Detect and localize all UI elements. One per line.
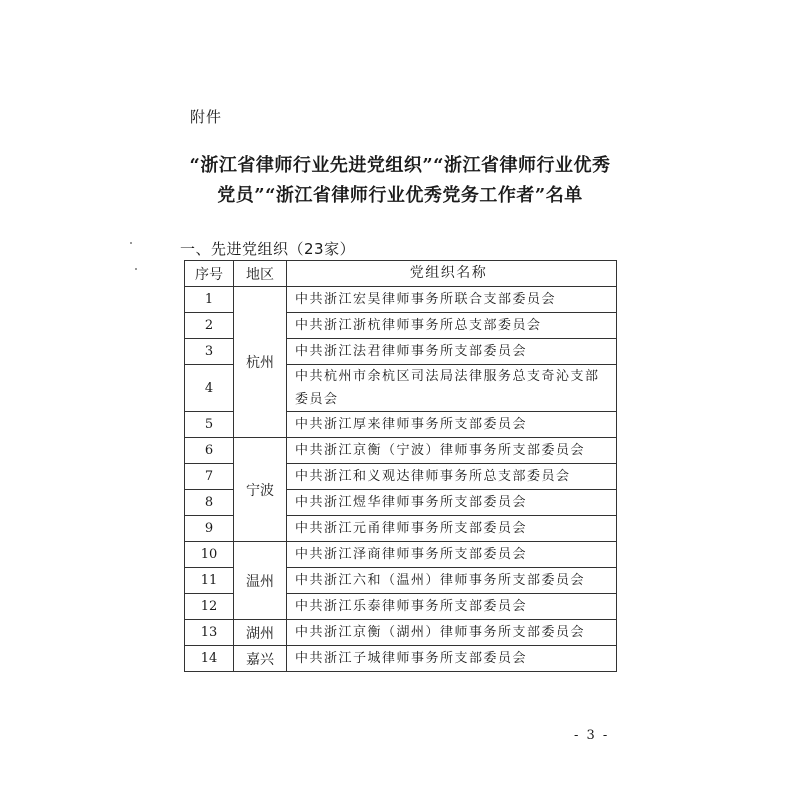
region-cell: 湖州 — [234, 620, 287, 646]
organization-name: 中共浙江京衡（湖州）律师事务所支部委员会 — [287, 620, 617, 646]
organization-name: 中共浙江浙杭律师事务所总支部委员会 — [287, 313, 617, 339]
attachment-label: 附件 — [190, 108, 223, 126]
column-header-name: 党组织名称 — [287, 261, 617, 287]
row-number: 1 — [185, 287, 234, 313]
organization-name: 中共浙江子城律师事务所支部委员会 — [287, 646, 617, 672]
row-number: 10 — [185, 542, 234, 568]
section-heading: 一、先进党组织（23家） — [180, 240, 356, 258]
column-header-region: 地区 — [234, 261, 287, 287]
organization-name: 中共浙江元甬律师事务所支部委员会 — [287, 516, 617, 542]
row-number: 9 — [185, 516, 234, 542]
party-organization-table — [184, 260, 617, 672]
organization-name: 中共浙江煜华律师事务所支部委员会 — [287, 490, 617, 516]
row-number: 8 — [185, 490, 234, 516]
region-cell: 宁波 — [234, 438, 287, 542]
row-number: 4 — [185, 365, 234, 412]
organization-name: 中共浙江宏昊律师事务所联合支部委员会 — [287, 287, 617, 313]
row-number: 14 — [185, 646, 234, 672]
organization-name: 中共浙江京衡（宁波）律师事务所支部委员会 — [287, 438, 617, 464]
region-cell: 嘉兴 — [234, 646, 287, 672]
row-number: 13 — [185, 620, 234, 646]
table-row — [185, 287, 617, 313]
row-number: 6 — [185, 438, 234, 464]
row-number: 11 — [185, 568, 234, 594]
table-row — [185, 542, 617, 568]
column-header-no: 序号 — [185, 261, 234, 287]
document-title-line-1: “浙江省律师行业先进党组织”“浙江省律师行业优秀 — [189, 155, 611, 176]
table-header-row — [185, 261, 617, 287]
row-number: 5 — [185, 412, 234, 438]
scan-speck — [130, 242, 132, 244]
table-body — [185, 287, 617, 672]
row-number: 2 — [185, 313, 234, 339]
row-number: 12 — [185, 594, 234, 620]
region-cell: 杭州 — [234, 287, 287, 438]
table-row — [185, 620, 617, 646]
organization-name: 中共浙江厚来律师事务所支部委员会 — [287, 412, 617, 438]
scan-speck — [135, 268, 137, 270]
table-row — [185, 438, 617, 464]
region-cell: 温州 — [234, 542, 287, 620]
row-number: 3 — [185, 339, 234, 365]
organization-name: 中共浙江和义观达律师事务所总支部委员会 — [287, 464, 617, 490]
document-title-line-2: 党员”“浙江省律师行业优秀党务工作者”名单 — [217, 185, 583, 206]
table-row — [185, 646, 617, 672]
organization-name: 中共浙江乐泰律师事务所支部委员会 — [287, 594, 617, 620]
organization-name: 中共杭州市余杭区司法局法律服务总支奇沁支部委员会 — [287, 365, 617, 412]
organization-name: 中共浙江泽商律师事务所支部委员会 — [287, 542, 617, 568]
row-number: 7 — [185, 464, 234, 490]
page-number: - 3 - — [574, 728, 610, 743]
organization-name: 中共浙江法君律师事务所支部委员会 — [287, 339, 617, 365]
organization-name: 中共浙江六和（温州）律师事务所支部委员会 — [287, 568, 617, 594]
